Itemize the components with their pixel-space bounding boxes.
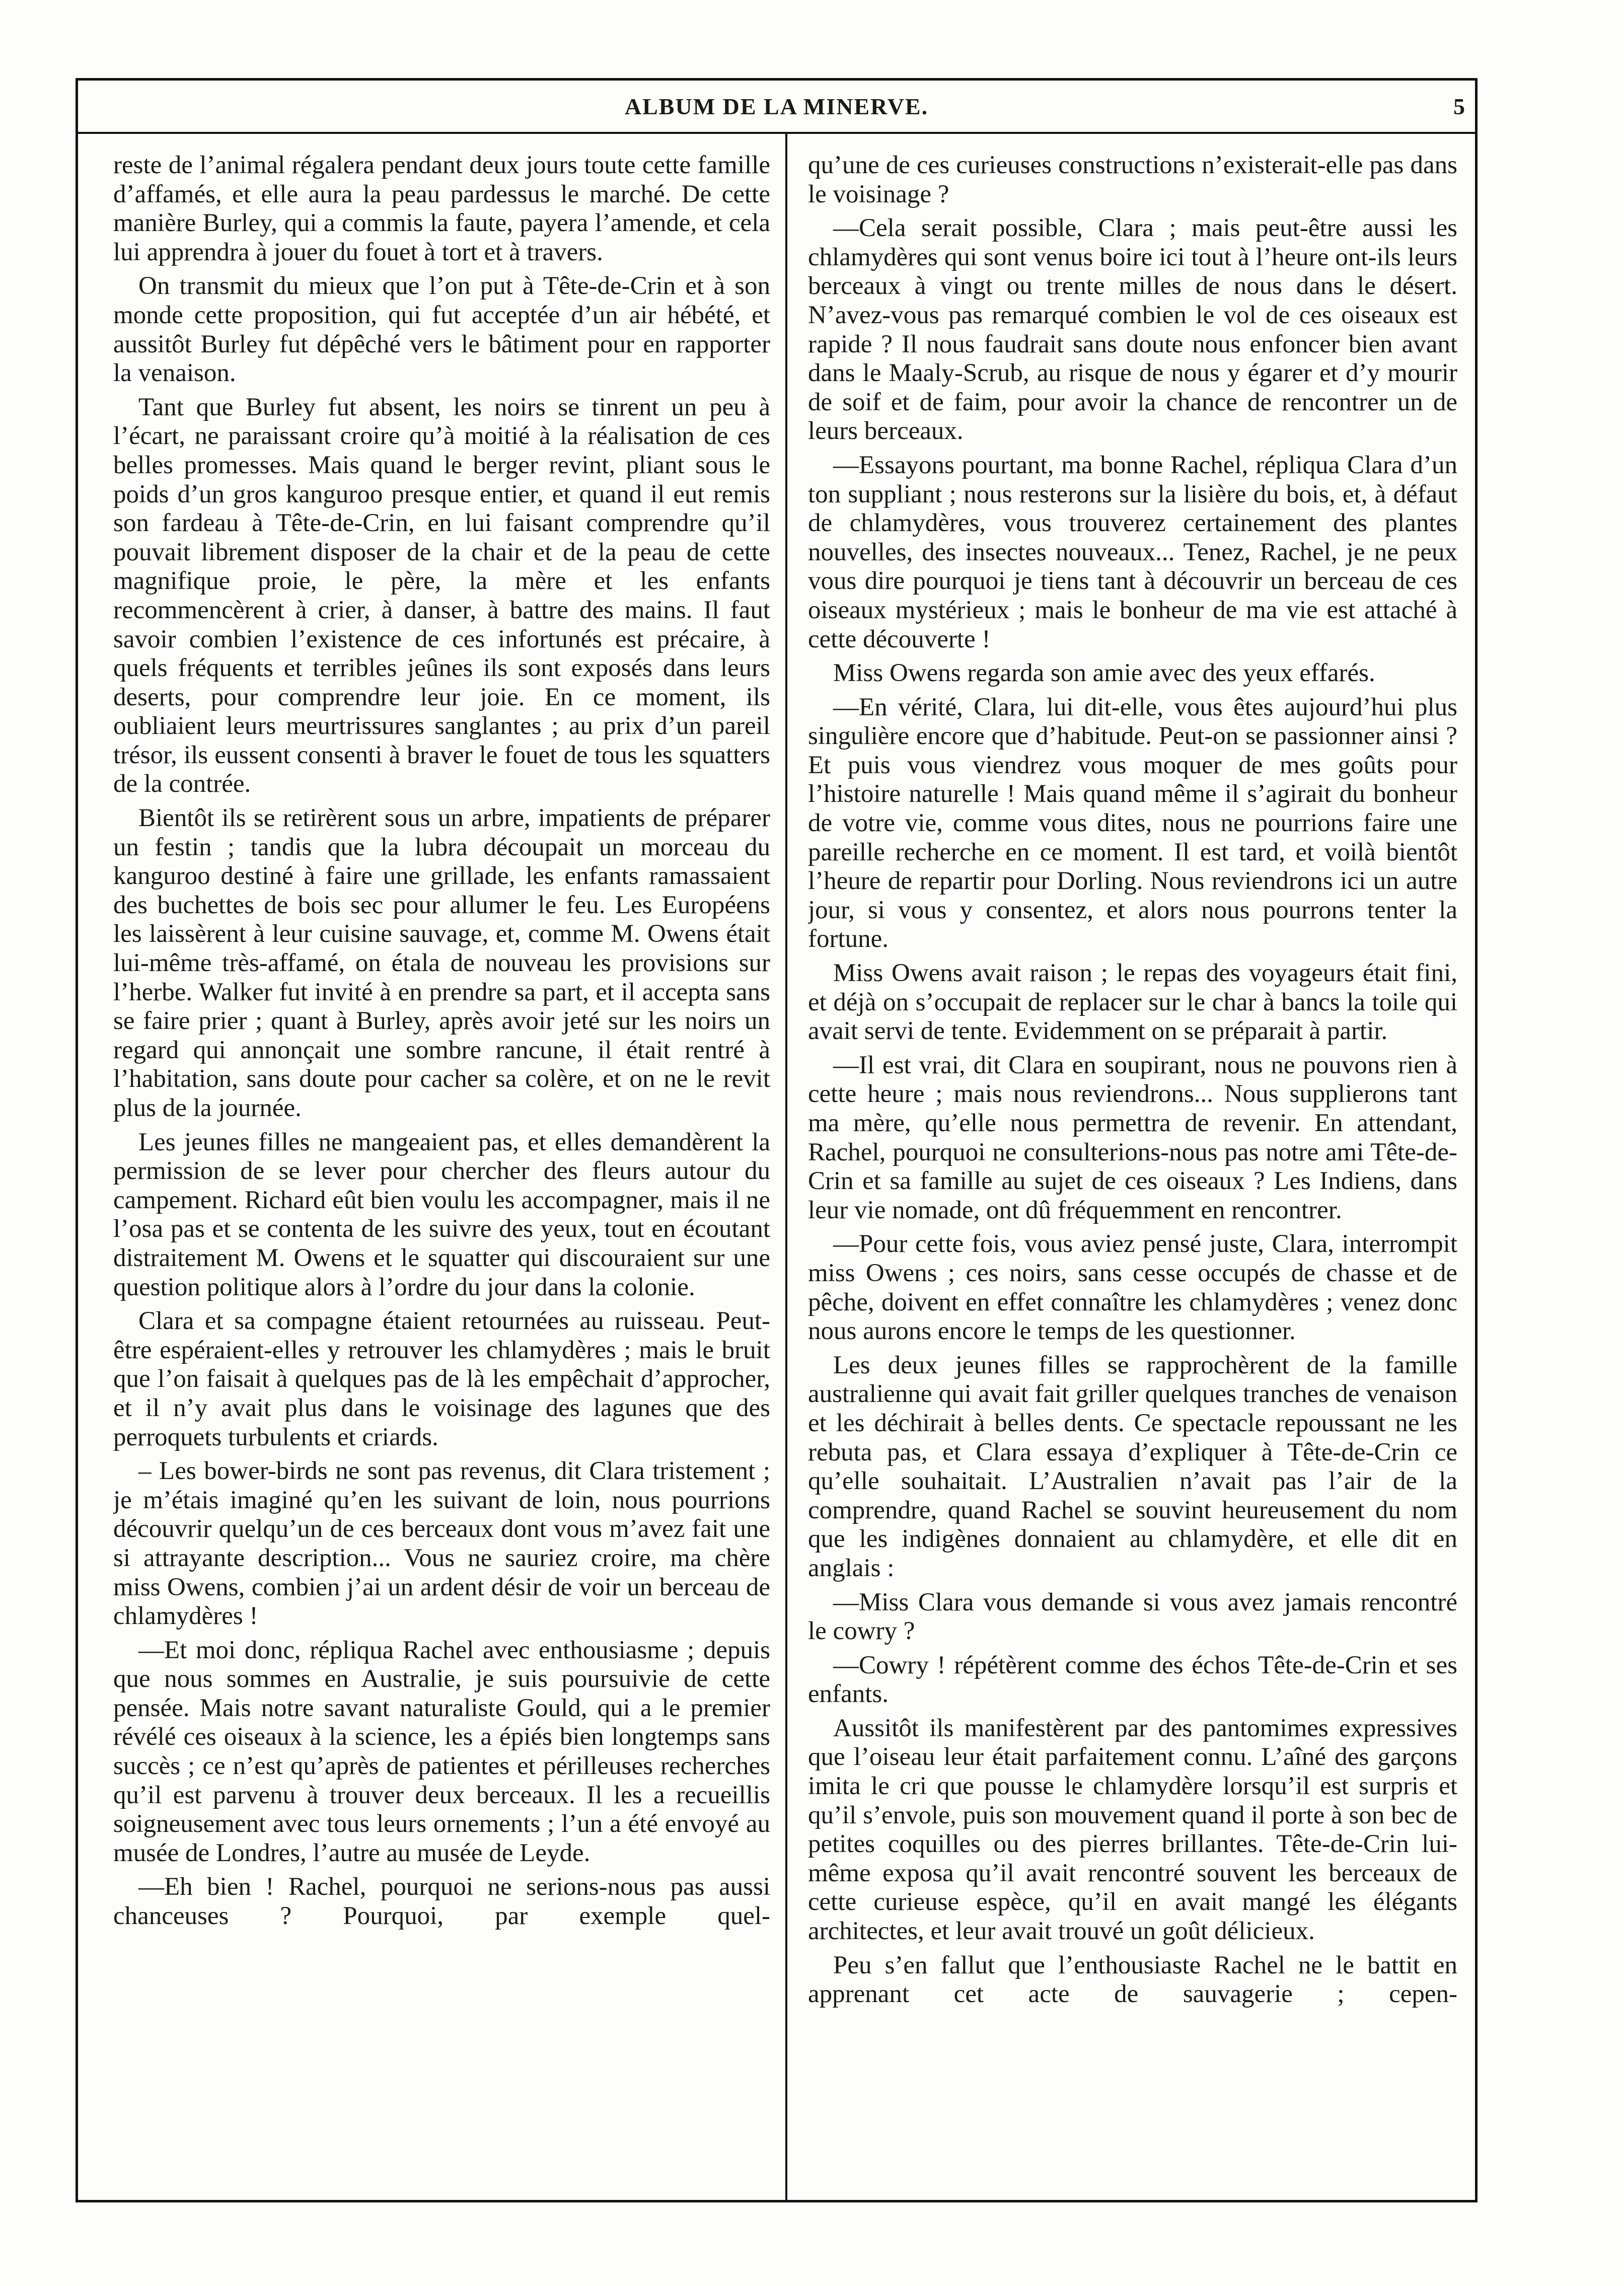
frame-top-rule — [76, 78, 1475, 81]
right-column — [808, 151, 1457, 2185]
running-title: ALBUM DE LA MINERVE. — [624, 94, 929, 119]
paragraph: reste de l’animal régalera pendant deux jours toute cette famille d’affamés, et elle aura la peau pardessus le marché. De cette manière Burley, qui a commis la faute, payera l’amende, et cela lui apprendra à jouer du fouet à tort et à travers. — [113, 151, 770, 266]
left-column — [113, 151, 770, 2185]
paragraph: Aussitôt ils manifestèrent par des pantomimes expressives que l’oiseau leur était parfaitement connu. L’aîné des garçons imita le cri que pousse le chlamydère lorsqu’il est surpris et qu’il s’envole, puis son mouvement quand il porte à son bec de petites coquilles ou des pierres brillantes. Tête-de-Crin lui-même exposa qu’il avait rencontré souvent les berceaux de cette curieuse espèce, qu’il en avait mangé les élégants architectes, et leur avait trouvé un goût délicieux. — [808, 1714, 1457, 1946]
column-divider — [785, 132, 787, 2200]
paragraph: Tant que Burley fut absent, les noirs se tinrent un peu à l’écart, ne paraissant croire qu’à moitié à la réalisation de ces belles promesses. Mais quand le berger revint, pliant sous le poids d’un gros kanguroo presque entier, et quand il eut remis son fardeau à Tête-de-Crin, en lui faisant comprendre qu’il pouvait librement disposer de la chair et de la peau de cette magnifique proie, le père, la mère et les enfants recommencèrent à crier, à danser, à battre des mains. Il faut savoir combien l’existence de ces infortunés est précaire, à quels fréquents et terribles jeûnes ils sont exposés dans leurs deserts, pour comprendre leur joie. En ce moment, ils oubliaient leurs meurtrissures sanglantes ; au prix d’un pareil trésor, ils eussent consenti à braver le fouet de tous les squatters de la contrée. — [113, 393, 770, 798]
paragraph: Miss Owens avait raison ; le repas des voyageurs était fini, et déjà on s’occupait de replacer sur le char à bancs la toile qui avait servi de tente. Evidemment on se préparait à partir. — [808, 959, 1457, 1046]
paragraph: —En vérité, Clara, lui dit-elle, vous êtes aujourd’hui plus singulière encore que d’habitude. Peut-on se passionner ainsi ? Et puis vous viendrez vous moquer de mes goûts pour l’histoire naturelle ! Mais quand même il s’agirait du bonheur de votre vie, comme vous dites, nous ne pourrions faire une pareille recherche en ce moment. Il est tard, et voilà bientôt l’heure de repartir pour Dorling. Nous reviendrons ici un autre jour, si vous y consentez, et alors nous pourrons tenter la fortune. — [808, 693, 1457, 953]
paragraph: Les deux jeunes filles se rapprochèrent de la famille australienne qui avait fait griller quelques tranches de venaison et les déchirait à belles dents. Ce spectacle repoussant ne les rebuta pas, et Clara essaya d’expliquer à Tête-de-Crin ce qu’elle souhaitait. L’Australien n’avait pas l’air de la comprendre, quand Rachel se souvint heureusement du nom que les indigènes donnaient au chlamydère, et elle dit en anglais : — [808, 1351, 1457, 1582]
paragraph: Bientôt ils se retirèrent sous un arbre, impatients de préparer un festin ; tandis que la lubra découpait un morceau du kanguroo destiné à faire une grillade, les enfants ramassaient des buchettes de bois sec pour allumer le feu. Les Européens les laissèrent à leur cuisine sauvage, et, comme M. Owens était lui-même très-affamé, on étala de nouveau les provisions sur l’herbe. Walker fut invité à en prendre sa part, et il accepta sans se faire prier ; quant à Burley, après avoir jeté sur les noirs un regard qui annonçait une sombre rancune, il était rentré à l’habitation, sans doute pour cacher sa colère, et on ne le revit plus de la journée. — [113, 804, 770, 1122]
paragraph: —Eh bien ! Rachel, pourquoi ne serions-nous pas aussi chanceuses ? Pourquoi, par exemple quel- — [113, 1873, 770, 1931]
paragraph: Clara et sa compagne étaient retournées au ruisseau. Peut-être espéraient-elles y retrouver les chlamydères ; mais le bruit que l’on faisait à quelques pas de là les empêchait d’approcher, et il n’y avait plus dans le voisinage des lagunes que des perroquets turbulents et criards. — [113, 1307, 770, 1451]
paragraph: —Cela serait possible, Clara ; mais peut-être aussi les chlamydères qui sont venus boire ici tout à l’heure ont-ils leurs berceaux à vingt ou trente milles de nous dans le désert. N’avez-vous pas remarqué combien le vol de ces oiseaux est rapide ? Il nous faudrait sans doute nous enfoncer bien avant dans le Maaly-Scrub, au risque de nous y égarer et d’y mourir de soif et de faim, pour avoir la chance de rencontrer un de leurs berceaux. — [808, 214, 1457, 446]
paragraph: —Cowry ! répétèrent comme des échos Tête-de-Crin et ses enfants. — [808, 1651, 1457, 1709]
frame-bottom-rule — [76, 2200, 1478, 2202]
paragraph: Miss Owens regarda son amie avec des yeux effarés. — [833, 659, 1375, 688]
paragraph: —Et moi donc, répliqua Rachel avec enthousiasme ; depuis que nous sommes en Australie, je suis poursuivie de cette pensée. Mais notre savant naturaliste Gould, qui a le premier révélé ces oiseaux à la science, les a épiés bien longtemps sans succès ; ce n’est qu’après de patientes et périlleuses recherches qu’il est parvenu à trouver deux berceaux. Il les a recueillis soigneusement avec tous leurs ornements ; l’un a été envoyé au musée de Londres, l’autre au musée de Leyde. — [113, 1636, 770, 1867]
paragraph: Peu s’en fallut que l’enthousiaste Rachel ne le battit en apprenant cet acte de sauvagerie ; cepen- — [808, 1951, 1457, 2009]
header-rule — [76, 132, 1478, 134]
paragraph: On transmit du mieux que l’on put à Tête-de-Crin et à son monde cette proposition, qui fut acceptée d’un air hébété, et aussitôt Burley fut dépêché vers le bâtiment pour en rapporter la venaison. — [113, 272, 770, 388]
paragraph: —Essayons pourtant, ma bonne Rachel, répliqua Clara d’un ton suppliant ; nous resterons sur la lisière du bois, et, à défaut de chlamydères, vous trouverez certainement des plantes nouvelles, des insectes nouveaux... Tenez, Rachel, je ne peux vous dire pourquoi je tiens tant à découvrir un berceau de ces oiseaux mystérieux ; mais le bonheur de ma vie est attaché à cette découverte ! — [808, 451, 1457, 653]
paragraph: – Les bower-birds ne sont pas revenus, dit Clara tristement ; je m’étais imaginé qu’en les suivant de loin, nous pourrions découvrir quelqu’un de ces berceaux dont vous m’avez fait une si attrayante description... Vous ne sauriez croire, ma chère miss Owens, combien j’ai un ardent désir de voir un berceau de chlamydères ! — [113, 1457, 770, 1631]
frame-right-rule — [1475, 78, 1478, 2200]
page-number: 5 — [1453, 94, 1465, 119]
frame-left-rule — [76, 78, 78, 2200]
paragraph: qu’une de ces curieuses constructions n’existerait-elle pas dans le voisinage ? — [808, 151, 1457, 208]
paragraph: —Il est vrai, dit Clara en soupirant, nous ne pouvons rien à cette heure ; mais nous reviendrons... Nous supplierons tant ma mère, qu’elle nous permettra de revenir. En attendant, Rachel, pourquoi ne consulterions-nous pas notre ami Tête-de-Crin et sa famille au sujet de ces oiseaux ? Les Indiens, dans leur vie nomade, ont dû fréquemment en rencontrer. — [808, 1051, 1457, 1224]
paragraph: Les jeunes filles ne mangeaient pas, et elles demandèrent la permission de se lever pour chercher des fleurs autour du campement. Richard eût bien voulu les accompagner, mais il ne l’osa pas et se contenta de les suivre des yeux, tout en écoutant distraitement M. Owens et le squatter qui discouraient sur une question politique alors à l’ordre du jour dans la colonie. — [113, 1128, 770, 1301]
paragraph: —Miss Clara vous demande si vous avez jamais rencontré le cowry ? — [808, 1588, 1457, 1646]
paragraph: —Pour cette fois, vous aviez pensé juste, Clara, interrompit miss Owens ; ces noirs, sans cesse occupés de chasse et de pêche, doivent en effet connaître les chlamydères ; venez donc nous aurons encore le temps de les questionner. — [808, 1230, 1457, 1346]
